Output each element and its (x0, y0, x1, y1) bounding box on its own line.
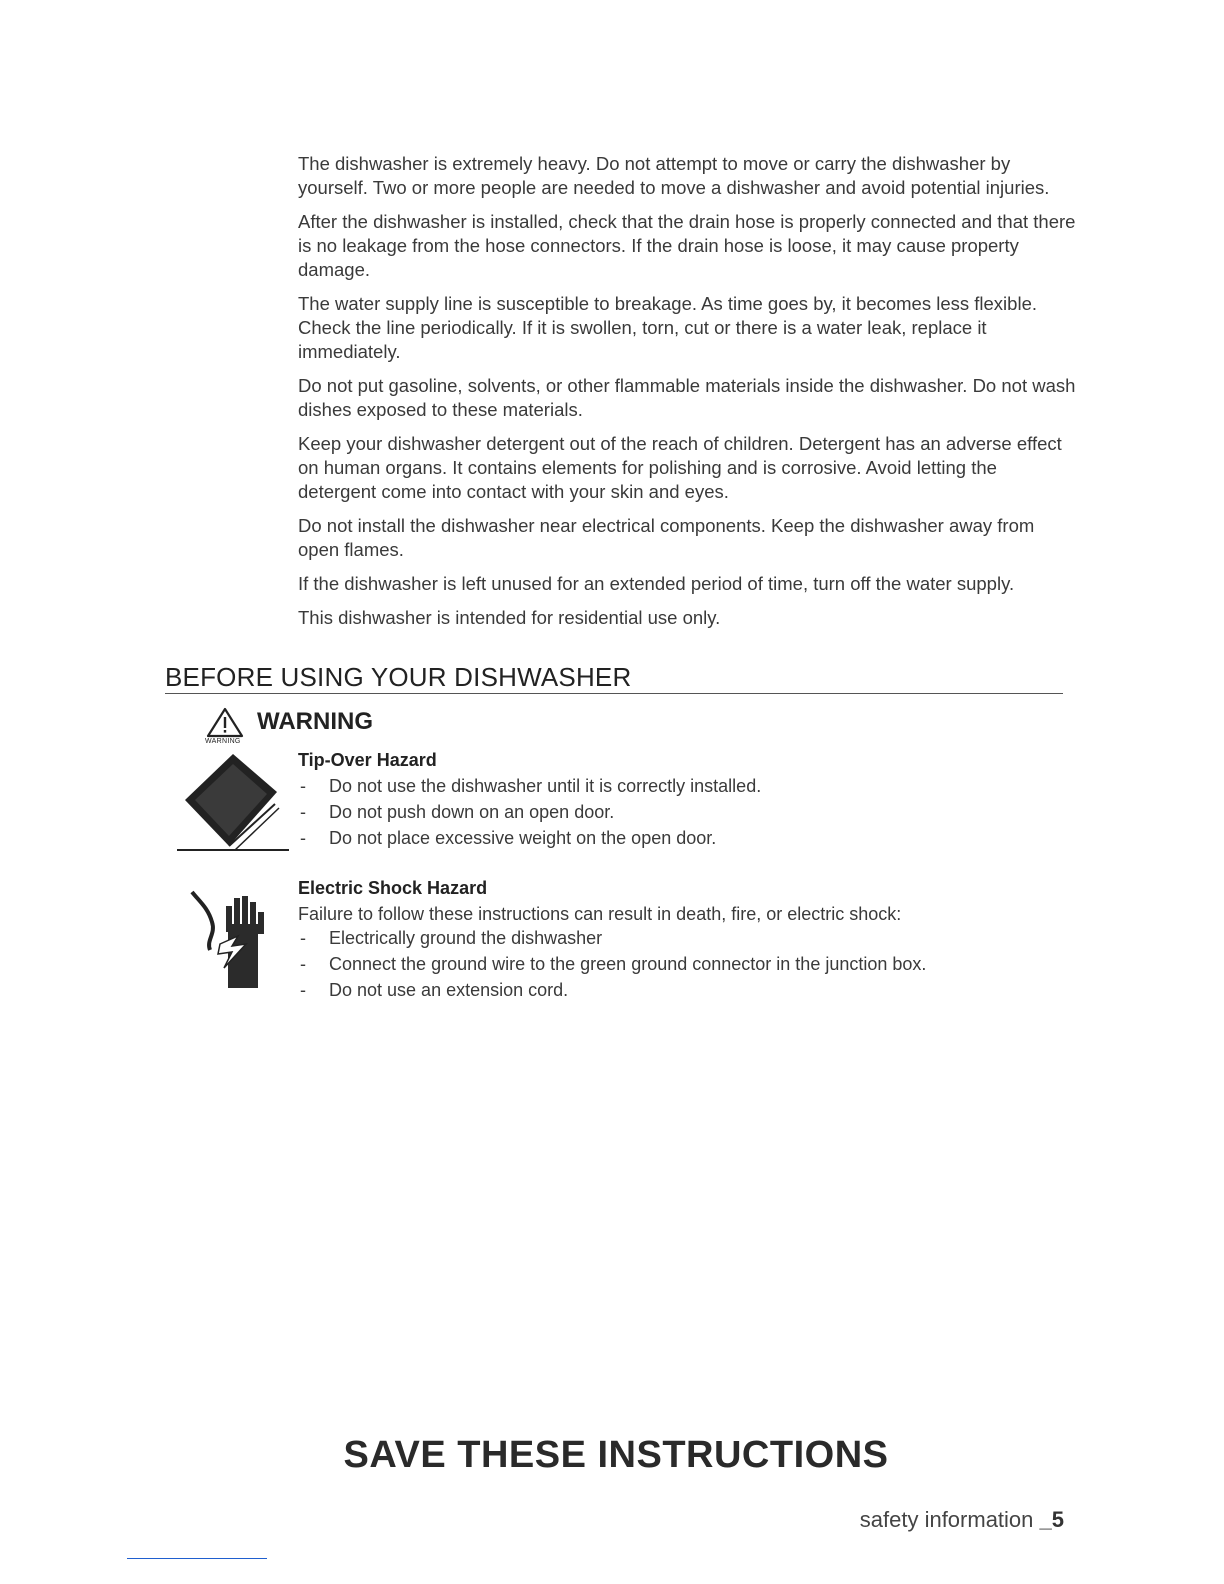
warning-triangle-icon (205, 706, 245, 742)
list-dash: - (300, 828, 306, 848)
list-item (298, 774, 1078, 798)
tip-over-hazard (298, 748, 1078, 852)
bottom-divider (127, 1558, 267, 1559)
list-item-text: Do not place excessive weight on the open door. (329, 828, 717, 848)
paragraph: The dishwasher is extremely heavy. Do not attempt to move or carry the dishwasher by yourself. Two or more people are needed to move a dishwasher and avoid potential injuries. (298, 153, 1050, 198)
list-item (298, 800, 1078, 824)
electric-shock-hazard (298, 876, 1078, 1004)
list-dash: - (300, 928, 306, 948)
page-number: _5 (1039, 1507, 1064, 1532)
warning-label: WARNING (257, 708, 373, 735)
electric-shock-icon (190, 888, 270, 992)
list-item-text: Do not push down on an open door. (329, 802, 615, 822)
paragraph: Keep your dishwasher detergent out of the reach of children. Detergent has an adverse effect on human organs. It contains elements for polishing and is corrosive. Avoid letting the detergent come into contact with your skin and eyes. (298, 433, 1062, 502)
hazard-title: Tip-Over Hazard (298, 750, 437, 770)
list-item-text: Connect the ground wire to the green ground connector in the junction box. (329, 954, 927, 974)
list-item-text: Do not use the dishwasher until it is correctly installed. (329, 776, 762, 796)
list-item (298, 826, 1078, 850)
safety-paragraphs (298, 152, 1078, 640)
paragraph: Do not put gasoline, solvents, or other flammable materials inside the dishwasher. Do not wash dishes exposed to these materials. (298, 375, 1076, 420)
footer-section-name: safety information (859, 1507, 1040, 1532)
list-item (298, 978, 1078, 1002)
paragraph: Do not install the dishwasher near electrical components. Keep the dishwasher away from open flames. (298, 515, 1035, 560)
list-dash: - (300, 980, 306, 1000)
list-dash: - (300, 776, 306, 796)
page-footer (860, 1507, 1064, 1533)
tip-over-hazard-icon (175, 752, 293, 856)
paragraph: The water supply line is susceptible to breakage. As time goes by, it becomes less flexible. Check the line periodically. If it is swollen, torn, cut or there is a water leak, replace it immediately. (298, 293, 1037, 362)
hazard-intro: Failure to follow these instructions can result in death, fire, or electric shock: (298, 904, 902, 924)
section-title: BEFORE USING YOUR DISHWASHER (165, 662, 632, 692)
section-divider (165, 693, 1063, 694)
paragraph: After the dishwasher is installed, check that the drain hose is properly connected and that there is no leakage from the hose connectors. If the drain hose is loose, it may cause property damage. (298, 211, 1076, 280)
list-dash: - (300, 802, 306, 822)
hazard-list (298, 926, 1078, 1002)
list-item-text: Electrically ground the dishwasher (329, 928, 603, 948)
list-item (298, 926, 1078, 950)
paragraph: This dishwasher is intended for residential use only. (298, 607, 721, 628)
list-item-text: Do not use an extension cord. (329, 980, 569, 1000)
save-instructions-title: SAVE THESE INSTRUCTIONS (343, 1434, 889, 1476)
list-dash: - (300, 954, 306, 974)
paragraph: If the dishwasher is left unused for an extended period of time, turn off the water supply. (298, 573, 1015, 594)
warning-icon-caption: WARNING (205, 738, 241, 745)
list-item (298, 952, 1078, 976)
hazard-title: Electric Shock Hazard (298, 878, 488, 898)
hazard-list (298, 774, 1078, 850)
